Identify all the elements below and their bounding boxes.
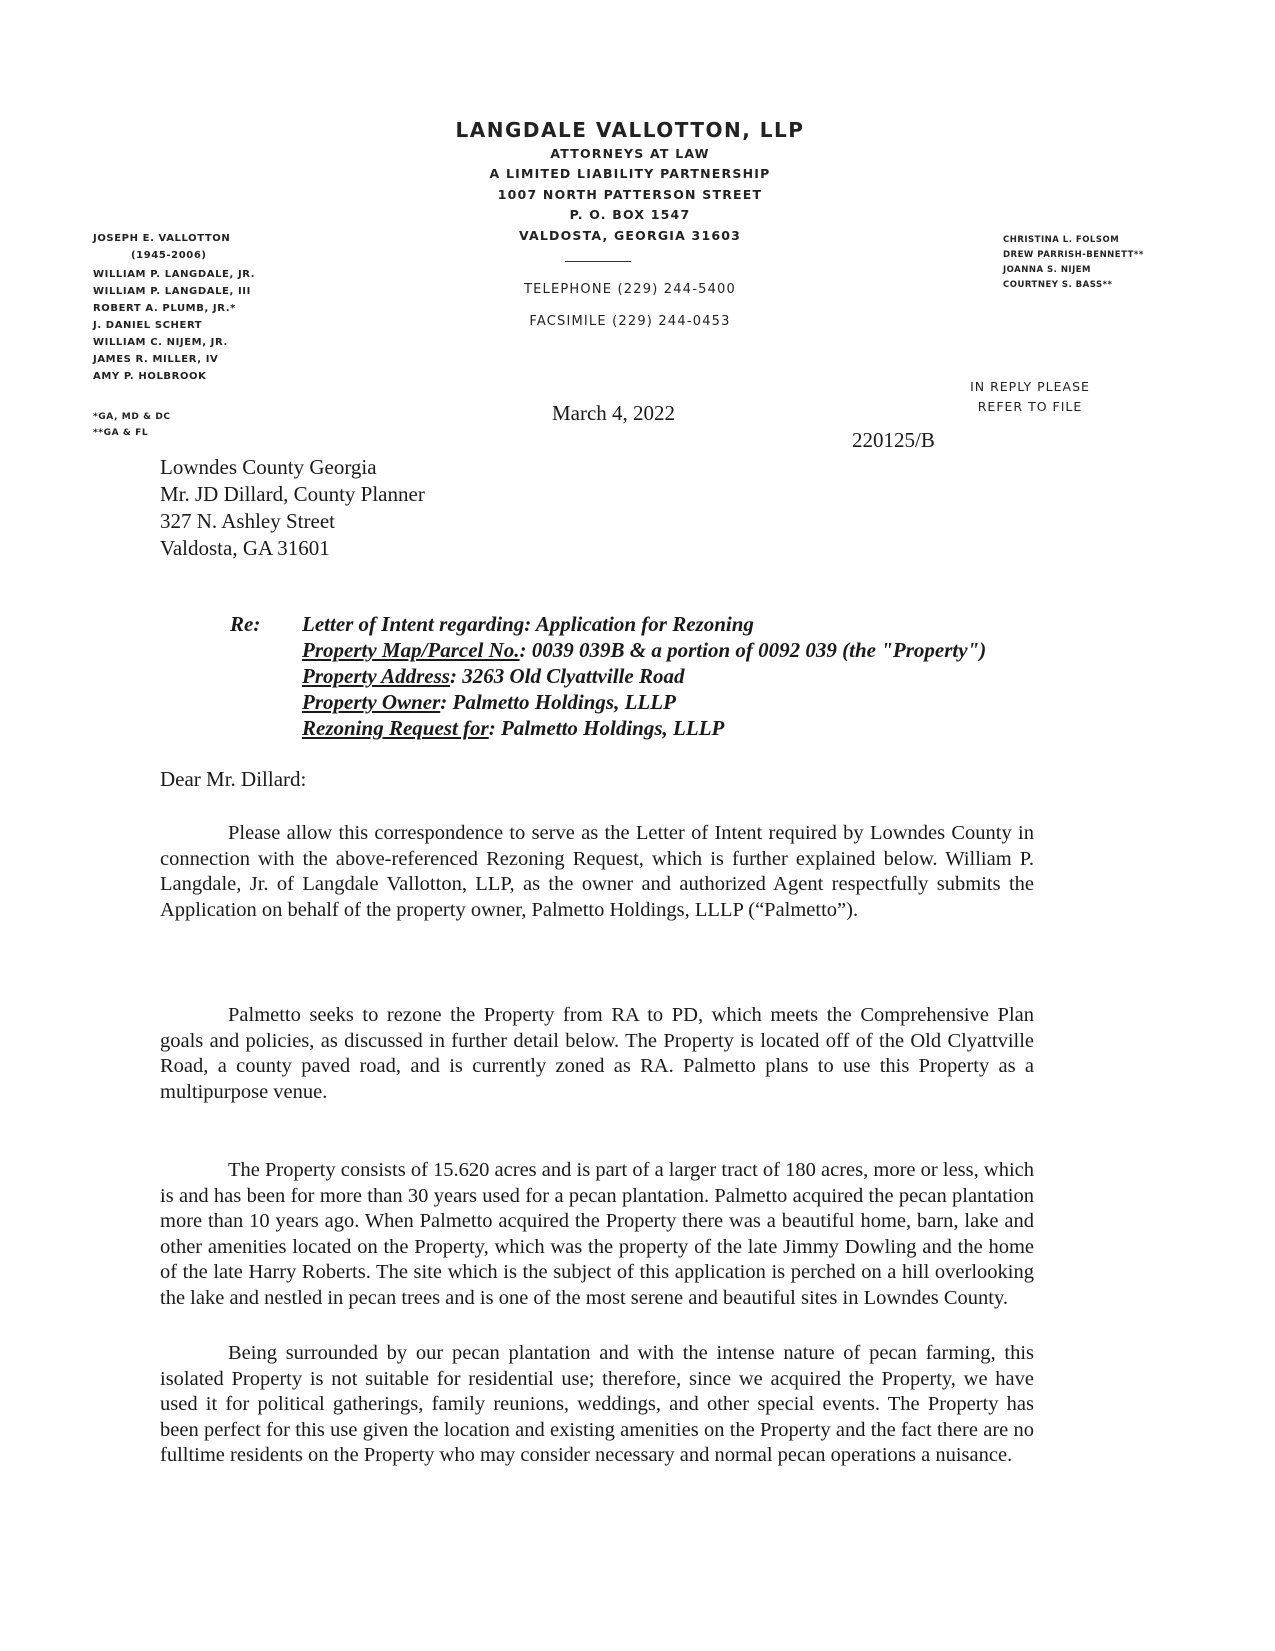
body-paragraph-3: The Property consists of 15.620 acres and is part of a larger tract of 180 acres, more or less, which is and has been for more than 30 years used for a pecan plantation. Palmetto acquired the pecan plantation more than 10 years ago. When Palmetto acquired the Property there was a beautiful home, barn, lake and other amenities located on the Property, which was the property of the late Jimmy Dowling and the home of the late Harry Roberts. The site which is the subject of this application is perched on a hill overlooking the lake and nestled in pecan trees and is one of the most serene and beautiful sites in Lowndes County. — [160, 1159, 1034, 1309]
founder-name: JOSEPH E. VALLOTTON — [93, 233, 231, 244]
re-item-parcel: Property Map/Parcel No.: 0039 039B & a portion of 0092 039 (the "Property") — [302, 638, 987, 662]
firm-name: LANGDALE VALLOTTON, LLP — [455, 118, 805, 142]
firm-descriptor: ATTORNEYS AT LAW — [550, 146, 710, 161]
partner-name: JAMES R. MILLER, IV — [93, 354, 219, 365]
partner-name: WILLIAM P. LANGDALE, JR. — [93, 269, 256, 280]
associate-name: COURTNEY S. BASS** — [1003, 280, 1113, 290]
partner-name: ROBERT A. PLUMB, JR.* — [93, 303, 236, 314]
reply-note-line: IN REPLY PLEASE — [970, 379, 1090, 394]
partners-list-left — [93, 230, 255, 385]
re-item-request: Rezoning Request for: Palmetto Holdings, LLLP — [302, 716, 725, 740]
firm-facsimile: FACSIMILE (229) 244-0453 — [529, 314, 731, 329]
re-item-owner: Property Owner: Palmetto Holdings, LLLP — [302, 690, 676, 714]
reply-note-line: REFER TO FILE — [977, 399, 1083, 414]
letterhead-divider — [565, 261, 631, 262]
file-number: 220125/B — [852, 428, 935, 452]
associate-name: JOANNA S. NIJEM — [1003, 265, 1092, 275]
addressee-line: Valdosta, GA 31601 — [160, 536, 330, 560]
re-item-address: Property Address: 3263 Old Clyattville Road — [302, 664, 685, 688]
firm-street: 1007 NORTH PATTERSON STREET — [497, 187, 763, 202]
footnote: **GA & FL — [93, 428, 149, 438]
associate-name: CHRISTINA L. FOLSOM — [1003, 235, 1120, 245]
re-label: Re: — [230, 612, 261, 636]
addressee-line: 327 N. Ashley Street — [160, 509, 335, 533]
firm-entity-type: A LIMITED LIABILITY PARTNERSHIP — [489, 166, 771, 181]
footnote: *GA, MD & DC — [93, 412, 171, 422]
firm-city: VALDOSTA, GEORGIA 31603 — [518, 228, 742, 243]
partner-name: AMY P. HOLBROOK — [93, 371, 207, 382]
partners-list-right — [1003, 233, 1144, 293]
firm-telephone: TELEPHONE (229) 244-5400 — [523, 282, 736, 297]
partner-name: WILLIAM C. NIJEM, JR. — [93, 337, 228, 348]
body-paragraph-4: Being surrounded by our pecan plantation and with the intense nature of pecan farming, this isolated Property is not suitable for residential use; therefore, since we acquired the Property, we have used it for political gatherings, family reunions, weddings, and other special events. The Property has been perfect for this use given the location and existing amenities on the Property and the fact there are no fulltime residents on the Property who may consider necessary and normal pecan operations a nuisance. — [160, 1342, 1034, 1466]
addressee-block — [160, 454, 425, 562]
partner-name: J. DANIEL SCHERT — [93, 320, 203, 331]
body-paragraph-1: Please allow this correspondence to serve as the Letter of Intent required by Lowndes County in connection with the above-referenced Rezoning Request, which is further explained below. William P. Langdale, Jr. of Langdale Vallotton, LLP, as the owner and authorized Agent respectfully submits the Application on behalf of the property owner, Palmetto Holdings, LLLP (“Palmetto”). — [160, 822, 1034, 921]
re-subject: Letter of Intent regarding: Application for Rezoning — [302, 612, 754, 636]
associate-name: DREW PARRISH-BENNETT** — [1003, 250, 1144, 260]
body-paragraph-2: Palmetto seeks to rezone the Property from RA to PD, which meets the Comprehensive Plan goals and policies, as discussed in further detail below. The Property is located off of the Old Clyattville Road, a county paved road, and is currently zoned as RA. Palmetto plans to use this Property as a multipurpose venue. — [160, 1004, 1034, 1103]
partner-name: WILLIAM P. LANGDALE, III — [93, 286, 251, 297]
salutation: Dear Mr. Dillard: — [160, 767, 307, 791]
reply-note — [955, 377, 1105, 417]
addressee-line: Lowndes County Georgia — [160, 455, 377, 479]
addressee-line: Mr. JD Dillard, County Planner — [160, 482, 425, 506]
firm-po-box: P. O. BOX 1547 — [569, 207, 691, 222]
letter-date: March 4, 2022 — [552, 401, 676, 425]
bar-admission-footnotes — [93, 409, 171, 441]
founder-years: (1945-2006) — [131, 250, 207, 261]
